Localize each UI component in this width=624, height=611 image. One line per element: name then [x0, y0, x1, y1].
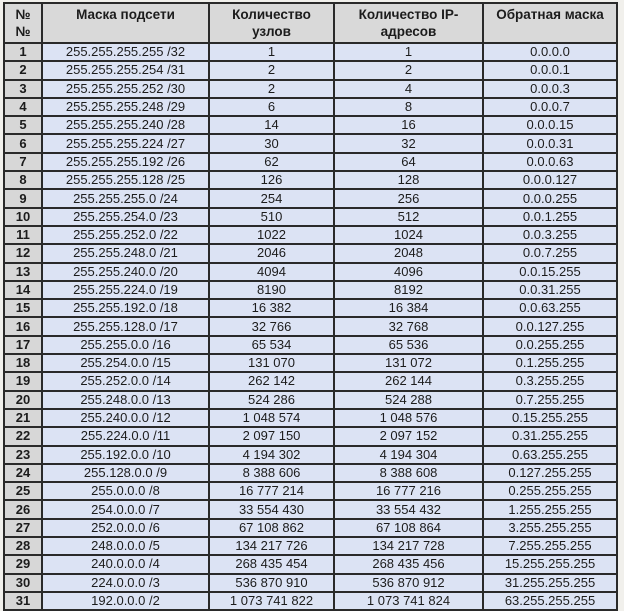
cell-inverse: 0.0.255.255	[483, 336, 617, 354]
cell-nodes: 1022	[209, 226, 334, 244]
cell-mask: 255.255.255.248 /29	[42, 98, 209, 116]
cell-mask: 255.255.240.0 /20	[42, 263, 209, 281]
cell-n: 28	[4, 537, 42, 555]
table-row	[4, 354, 617, 372]
cell-inverse: 0.0.127.255	[483, 317, 617, 335]
cell-n: 17	[4, 336, 42, 354]
col-header-ip-count: Количество IP-адресов	[334, 3, 483, 43]
col-header-subnet-mask: Маска подсети	[42, 3, 209, 43]
cell-nodes: 131 070	[209, 354, 334, 372]
cell-inverse: 0.0.0.3	[483, 80, 617, 98]
cell-nodes: 6	[209, 98, 334, 116]
cell-inverse: 0.0.31.255	[483, 281, 617, 299]
cell-ips: 536 870 912	[334, 574, 483, 592]
table-row	[4, 555, 617, 573]
cell-n: 25	[4, 482, 42, 500]
cell-inverse: 7.255.255.255	[483, 537, 617, 555]
cell-ips: 2	[334, 61, 483, 79]
cell-nodes: 16 777 214	[209, 482, 334, 500]
cell-inverse: 0.0.0.63	[483, 153, 617, 171]
cell-inverse: 0.7.255.255	[483, 391, 617, 409]
cell-nodes: 1 073 741 822	[209, 592, 334, 610]
cell-ips: 512	[334, 208, 483, 226]
cell-ips: 67 108 864	[334, 519, 483, 537]
cell-n: 6	[4, 134, 42, 152]
cell-n: 4	[4, 98, 42, 116]
table-row	[4, 537, 617, 555]
cell-nodes: 126	[209, 171, 334, 189]
cell-inverse: 0.0.0.0	[483, 43, 617, 61]
cell-inverse: 0.1.255.255	[483, 354, 617, 372]
cell-n: 2	[4, 61, 42, 79]
cell-nodes: 2	[209, 80, 334, 98]
cell-mask: 255.255.128.0 /17	[42, 317, 209, 335]
cell-mask: 252.0.0.0 /6	[42, 519, 209, 537]
table-row	[4, 464, 617, 482]
cell-ips: 256	[334, 189, 483, 207]
table-row	[4, 299, 617, 317]
cell-inverse: 0.0.3.255	[483, 226, 617, 244]
cell-nodes: 8190	[209, 281, 334, 299]
cell-inverse: 0.0.15.255	[483, 263, 617, 281]
cell-mask: 255.255.255.255 /32	[42, 43, 209, 61]
cell-inverse: 0.0.0.31	[483, 134, 617, 152]
cell-mask: 255.255.0.0 /16	[42, 336, 209, 354]
table-row	[4, 43, 617, 61]
cell-inverse: 0.0.63.255	[483, 299, 617, 317]
cell-inverse: 0.0.0.1	[483, 61, 617, 79]
cell-nodes: 30	[209, 134, 334, 152]
table-row	[4, 409, 617, 427]
table-row	[4, 281, 617, 299]
table-row	[4, 98, 617, 116]
cell-mask: 255.240.0.0 /12	[42, 409, 209, 427]
cell-n: 20	[4, 391, 42, 409]
cell-nodes: 1 048 574	[209, 409, 334, 427]
cell-n: 27	[4, 519, 42, 537]
cell-nodes: 262 142	[209, 372, 334, 390]
cell-n: 29	[4, 555, 42, 573]
table-row	[4, 208, 617, 226]
table-row	[4, 500, 617, 518]
cell-ips: 33 554 432	[334, 500, 483, 518]
cell-ips: 16	[334, 116, 483, 134]
table-row	[4, 336, 617, 354]
cell-mask: 240.0.0.0 /4	[42, 555, 209, 573]
cell-nodes: 524 286	[209, 391, 334, 409]
cell-mask: 224.0.0.0 /3	[42, 574, 209, 592]
cell-nodes: 536 870 910	[209, 574, 334, 592]
cell-nodes: 65 534	[209, 336, 334, 354]
cell-ips: 64	[334, 153, 483, 171]
cell-mask: 255.192.0.0 /10	[42, 446, 209, 464]
cell-inverse: 15.255.255.255	[483, 555, 617, 573]
cell-nodes: 2	[209, 61, 334, 79]
table-row	[4, 372, 617, 390]
cell-inverse: 0.0.7.255	[483, 244, 617, 262]
table-row	[4, 171, 617, 189]
cell-n: 16	[4, 317, 42, 335]
cell-mask: 255.255.254.0 /23	[42, 208, 209, 226]
cell-ips: 8 388 608	[334, 464, 483, 482]
table-row	[4, 189, 617, 207]
cell-mask: 192.0.0.0 /2	[42, 592, 209, 610]
cell-ips: 524 288	[334, 391, 483, 409]
cell-mask: 255.255.255.192 /26	[42, 153, 209, 171]
table-row	[4, 134, 617, 152]
cell-inverse: 0.0.0.127	[483, 171, 617, 189]
cell-nodes: 16 382	[209, 299, 334, 317]
subnet-mask-table	[3, 2, 618, 611]
cell-n: 21	[4, 409, 42, 427]
cell-mask: 255.255.255.254 /31	[42, 61, 209, 79]
cell-ips: 262 144	[334, 372, 483, 390]
cell-mask: 255.255.255.240 /28	[42, 116, 209, 134]
cell-ips: 16 777 216	[334, 482, 483, 500]
cell-ips: 268 435 456	[334, 555, 483, 573]
table-row	[4, 61, 617, 79]
cell-ips: 1 073 741 824	[334, 592, 483, 610]
table-row	[4, 391, 617, 409]
cell-inverse: 0.63.255.255	[483, 446, 617, 464]
cell-nodes: 8 388 606	[209, 464, 334, 482]
cell-n: 18	[4, 354, 42, 372]
cell-n: 15	[4, 299, 42, 317]
cell-mask: 255.224.0.0 /11	[42, 427, 209, 445]
table-body	[4, 43, 617, 610]
cell-mask: 254.0.0.0 /7	[42, 500, 209, 518]
cell-inverse: 0.3.255.255	[483, 372, 617, 390]
cell-n: 14	[4, 281, 42, 299]
cell-nodes: 2046	[209, 244, 334, 262]
cell-inverse: 0.0.1.255	[483, 208, 617, 226]
cell-mask: 255.255.255.0 /24	[42, 189, 209, 207]
cell-mask: 255.248.0.0 /13	[42, 391, 209, 409]
cell-nodes: 67 108 862	[209, 519, 334, 537]
cell-ips: 4096	[334, 263, 483, 281]
cell-n: 26	[4, 500, 42, 518]
cell-nodes: 32 766	[209, 317, 334, 335]
cell-ips: 134 217 728	[334, 537, 483, 555]
header-row	[4, 3, 617, 43]
cell-inverse: 0.255.255.255	[483, 482, 617, 500]
col-header-inverse-mask: Обратная маска	[483, 3, 617, 43]
cell-inverse: 0.31.255.255	[483, 427, 617, 445]
cell-nodes: 1	[209, 43, 334, 61]
cell-n: 19	[4, 372, 42, 390]
cell-n: 12	[4, 244, 42, 262]
cell-mask: 255.255.248.0 /21	[42, 244, 209, 262]
table-row	[4, 116, 617, 134]
cell-mask: 255.255.255.252 /30	[42, 80, 209, 98]
cell-mask: 255.255.224.0 /19	[42, 281, 209, 299]
cell-ips: 1	[334, 43, 483, 61]
table-row	[4, 446, 617, 464]
cell-n: 5	[4, 116, 42, 134]
cell-n: 31	[4, 592, 42, 610]
cell-inverse: 3.255.255.255	[483, 519, 617, 537]
table-row	[4, 427, 617, 445]
cell-n: 3	[4, 80, 42, 98]
cell-nodes: 62	[209, 153, 334, 171]
cell-n: 23	[4, 446, 42, 464]
cell-ips: 32 768	[334, 317, 483, 335]
table-row	[4, 226, 617, 244]
cell-n: 30	[4, 574, 42, 592]
cell-inverse: 0.0.0.255	[483, 189, 617, 207]
cell-ips: 1024	[334, 226, 483, 244]
cell-ips: 2048	[334, 244, 483, 262]
cell-ips: 8	[334, 98, 483, 116]
cell-nodes: 268 435 454	[209, 555, 334, 573]
cell-mask: 255.252.0.0 /14	[42, 372, 209, 390]
cell-inverse: 31.255.255.255	[483, 574, 617, 592]
cell-n: 7	[4, 153, 42, 171]
cell-nodes: 4 194 302	[209, 446, 334, 464]
table-row	[4, 519, 617, 537]
cell-mask: 255.254.0.0 /15	[42, 354, 209, 372]
cell-mask: 255.255.255.128 /25	[42, 171, 209, 189]
cell-inverse: 63.255.255.255	[483, 592, 617, 610]
cell-mask: 255.255.255.224 /27	[42, 134, 209, 152]
cell-ips: 4 194 304	[334, 446, 483, 464]
cell-n: 1	[4, 43, 42, 61]
cell-inverse: 0.127.255.255	[483, 464, 617, 482]
table-row	[4, 153, 617, 171]
table-row	[4, 263, 617, 281]
cell-ips: 4	[334, 80, 483, 98]
cell-ips: 65 536	[334, 336, 483, 354]
cell-ips: 131 072	[334, 354, 483, 372]
cell-nodes: 254	[209, 189, 334, 207]
table-row	[4, 244, 617, 262]
cell-mask: 255.128.0.0 /9	[42, 464, 209, 482]
cell-nodes: 14	[209, 116, 334, 134]
table-row	[4, 482, 617, 500]
cell-n: 8	[4, 171, 42, 189]
cell-nodes: 4094	[209, 263, 334, 281]
table-row	[4, 80, 617, 98]
cell-inverse: 0.0.0.15	[483, 116, 617, 134]
cell-inverse: 0.0.0.7	[483, 98, 617, 116]
cell-ips: 1 048 576	[334, 409, 483, 427]
cell-nodes: 134 217 726	[209, 537, 334, 555]
table-row	[4, 574, 617, 592]
cell-ips: 8192	[334, 281, 483, 299]
cell-ips: 32	[334, 134, 483, 152]
cell-n: 22	[4, 427, 42, 445]
col-header-number: №№	[4, 3, 42, 43]
cell-mask: 255.255.192.0 /18	[42, 299, 209, 317]
cell-n: 13	[4, 263, 42, 281]
cell-inverse: 1.255.255.255	[483, 500, 617, 518]
table-row	[4, 317, 617, 335]
cell-n: 11	[4, 226, 42, 244]
table-row	[4, 592, 617, 610]
cell-ips: 128	[334, 171, 483, 189]
cell-mask: 248.0.0.0 /5	[42, 537, 209, 555]
cell-n: 10	[4, 208, 42, 226]
cell-ips: 16 384	[334, 299, 483, 317]
cell-nodes: 33 554 430	[209, 500, 334, 518]
cell-inverse: 0.15.255.255	[483, 409, 617, 427]
cell-ips: 2 097 152	[334, 427, 483, 445]
cell-n: 9	[4, 189, 42, 207]
cell-nodes: 510	[209, 208, 334, 226]
col-header-node-count: Количество узлов	[209, 3, 334, 43]
cell-mask: 255.255.252.0 /22	[42, 226, 209, 244]
cell-nodes: 2 097 150	[209, 427, 334, 445]
cell-n: 24	[4, 464, 42, 482]
cell-mask: 255.0.0.0 /8	[42, 482, 209, 500]
